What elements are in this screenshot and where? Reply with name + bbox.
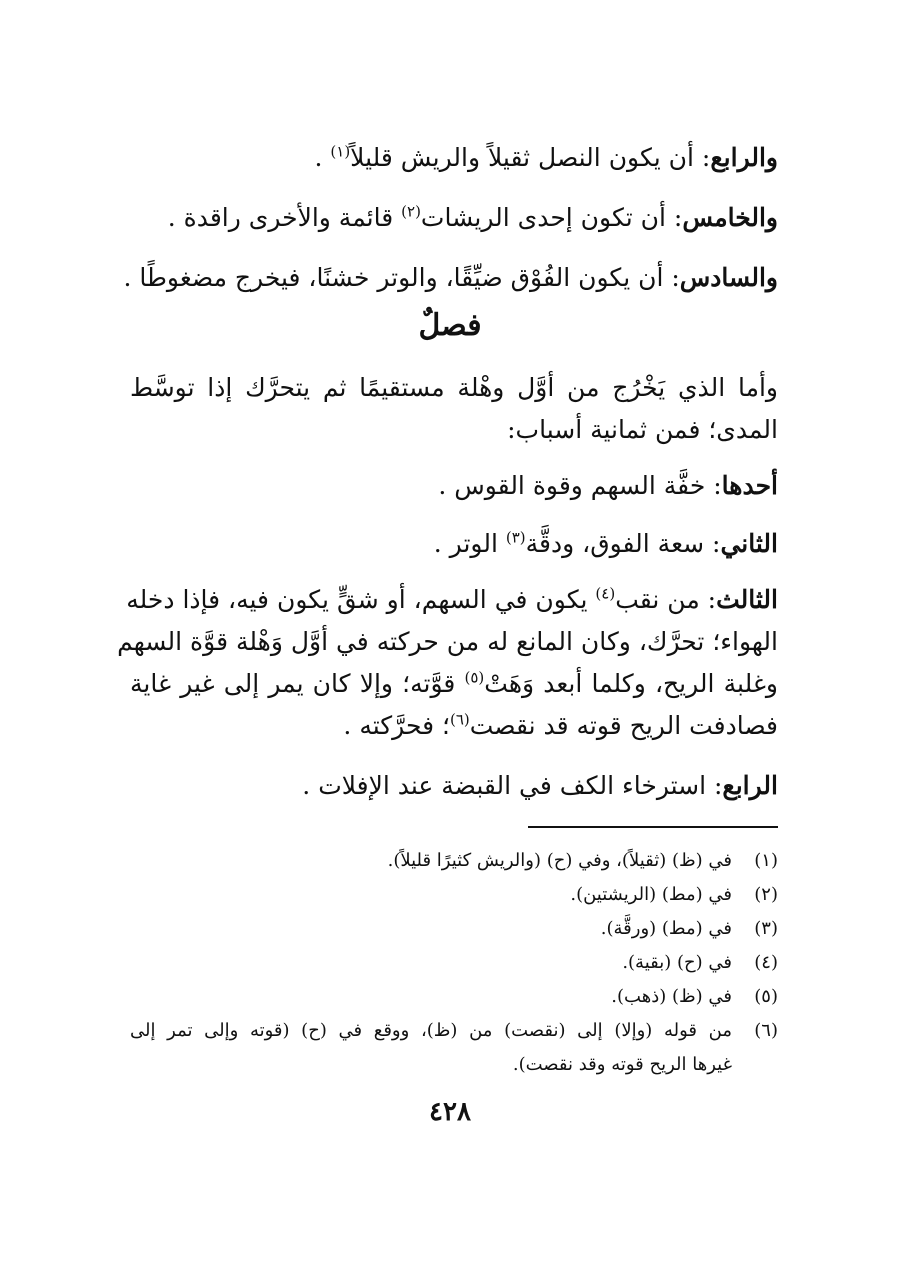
third-cause-line-4 <box>343 708 778 744</box>
footnote-item <box>570 880 778 910</box>
section-heading: فصلٌ <box>418 308 482 343</box>
paragraph-text: فصادفت الريح قوته قد نقصت <box>469 711 778 740</box>
footnote-ref: (٢) <box>401 202 421 221</box>
footnote-item <box>622 948 778 978</box>
paragraph-second-cause <box>434 526 778 562</box>
footnote-ref: (٤) <box>595 584 616 603</box>
paragraph-text: : أن تكون إحدى الريشات <box>420 203 683 232</box>
footnote-text: في (ح) (بقية). <box>622 952 732 973</box>
paragraph-text: يكون في السهم، أو شقٍّ يكون فيه، فإذا دخله <box>126 585 596 614</box>
paragraph-sixth-condition <box>124 260 779 296</box>
intro-line-1: وأما الذي يَخْرُج من أوَّل وهْلة مستقيمًا ثم يتحرَّك إذا توسَّط <box>130 373 778 402</box>
intro-line-2: المدى؛ فمن ثمانية أسباب: <box>507 415 778 444</box>
paragraph-first-cause <box>438 468 778 504</box>
footnote-ref: (٥) <box>464 668 485 687</box>
paragraph-text: : خفَّة السهم وقوة القوس . <box>438 471 722 500</box>
footnote-text: في (مط) (الريشتين). <box>570 884 732 905</box>
footnote-item <box>130 1016 778 1046</box>
paragraph-lead-word: والخامس <box>682 203 778 232</box>
footnote-ref: (٣) <box>505 528 526 547</box>
footnote-number: (١) <box>754 850 778 871</box>
footnote-ref: (٦) <box>449 710 470 729</box>
footnote-number: (٤) <box>754 952 778 973</box>
paragraph-text: : أن يكون الفُوْق ضيِّقًا، والوتر خشنًا، فيخرج مضغوطًا . <box>123 263 680 292</box>
paragraph-lead-word: والرابع <box>710 143 778 172</box>
paragraph-lead-word: أحدها <box>721 471 778 500</box>
footnote-number: (٦) <box>754 1020 778 1041</box>
paragraph-text: الوتر . <box>433 529 506 558</box>
third-cause-line-1 <box>126 582 778 618</box>
paragraph-end: قائمة والأخرى راقدة . <box>167 203 402 232</box>
paragraph-fourth-cause <box>302 768 778 804</box>
footnote-ref: (١) <box>330 142 351 161</box>
paragraph-fifth-condition <box>168 200 778 236</box>
paragraph-text: : سعة الفوق، ودقَّة <box>525 529 721 558</box>
footnote-separator <box>528 826 778 828</box>
page-number: ٤٢٨ <box>429 1097 471 1127</box>
third-cause-line-3 <box>130 666 778 702</box>
footnote-text: في (مط) (ورقَّة). <box>600 918 732 939</box>
paragraph-lead-word: والسادس <box>679 263 778 292</box>
paragraph-lead-word: الرابع <box>722 771 778 800</box>
paragraph-text: : أن يكون النصل ثقيلاً والريش قليلاً <box>350 143 711 172</box>
footnote-text: في (ظ) (ذهب). <box>611 986 732 1007</box>
paragraph-text: ؛ فحرَّكته . <box>343 711 450 740</box>
footnote-number: (٥) <box>754 986 778 1007</box>
paragraph-text: : من نقب <box>615 585 717 614</box>
footnote-number: (٣) <box>754 918 778 939</box>
footnote-item <box>601 914 778 944</box>
paragraph-text: : استرخاء الكف في القبضة عند الإفلات . <box>302 771 723 800</box>
paragraph-fourth-condition <box>314 140 778 176</box>
footnote-continuation: غيرها الريح قوته وقد نقصت). <box>512 1054 732 1075</box>
footnote-item <box>611 982 778 1012</box>
third-cause-line-2: الهواء؛ تحرَّك، وكان المانع له من حركته في أوَّل وَهْلة قوَّة السهم <box>117 627 778 656</box>
footnote-text: في (ظ) (ثقيلاً)، وفي (ح) (والريش كثيرًا قليلاً). <box>387 850 732 871</box>
paragraph-end: . <box>314 143 331 172</box>
footnote-text: من قوله (وإلا) إلى (نقصت) من (ظ)، ووقع في (ح) (قوته وإلى تمر إلى <box>130 1020 732 1041</box>
paragraph-lead-word: الثاني <box>720 529 778 558</box>
paragraph-text: قوَّته؛ وإلا كان يمر إلى غير غاية <box>130 669 465 698</box>
paragraph-lead-word: الثالث <box>716 585 778 614</box>
footnote-item <box>388 846 778 876</box>
paragraph-text: وغلبة الريح، وكلما أبعد وَهَتْ <box>484 669 778 698</box>
footnote-number: (٢) <box>754 884 778 905</box>
